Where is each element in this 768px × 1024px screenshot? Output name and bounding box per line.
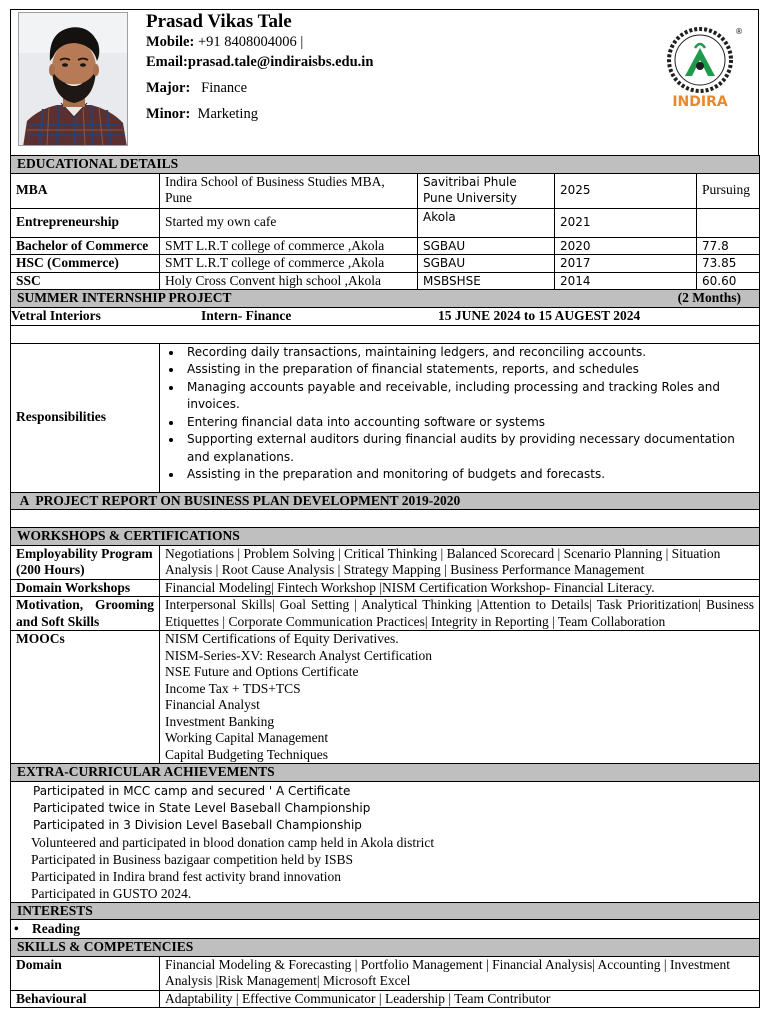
employability-label: Employability Program (200 Hours) — [11, 545, 160, 579]
achievement-item: Participated in Indira brand fest activity brand innovation — [31, 868, 342, 884]
edu-institute: SMT L.R.T college of commerce ,Akola — [160, 237, 418, 255]
indira-logo — [657, 26, 743, 110]
edu-score — [697, 208, 760, 237]
education-row — [11, 237, 760, 255]
edu-board: SGBAU — [418, 255, 555, 273]
edu-degree: Entrepreneurship — [11, 208, 160, 237]
edu-board: Akola — [418, 208, 555, 237]
edu-year: 2020 — [555, 237, 697, 255]
responsibility-item: • Managing accounts payable and receivable, including processing and tracking Roles and invoices. — [183, 379, 754, 414]
edu-institute: Started my own cafe — [160, 208, 418, 237]
mooc-item: Financial Analyst — [165, 697, 260, 712]
achievement-item: Participated in 3 Division Level Baseball Championship — [33, 817, 362, 832]
moocs-list — [160, 631, 760, 764]
interest-item — [14, 920, 754, 938]
edu-board: MSBSHSE — [418, 272, 555, 290]
edu-institute: Indira School of Business Studies MBA, Pune — [160, 173, 418, 208]
moocs-label: MOOCs — [11, 631, 160, 764]
achievement-item: Participated in GUSTO 2024. — [31, 885, 192, 901]
internship-role: Intern- Finance — [201, 307, 292, 323]
motivation-text: Interpersonal Skills| Goal Setting | Analytical Thinking |Attention to Details| Task Prioritization| Business Etiquettes | Corporate Communication Practices| Integrity in Reporting | Team Collaboration — [160, 597, 760, 631]
internship-details-row — [11, 307, 760, 325]
mobile-value: +91 8408004006 | — [194, 34, 304, 50]
employability-text: Negotiations | Problem Solving | Critical Thinking | Balanced Scorecard | Scenario Planning | Situation Analysis | Root Cause Analysis | Strategy Mapping | Business Performance Management — [160, 545, 760, 579]
responsibility-item: • Supporting external auditors during financial audits by providing necessary documentation and explanations. — [183, 431, 754, 466]
edu-board: Savitribai Phule Pune University — [418, 173, 555, 208]
edu-institute: SMT L.R.T college of commerce ,Akola — [160, 255, 418, 273]
achievements-list — [11, 781, 760, 902]
section-extra-curricular: EXTRA-CURRICULAR ACHIEVEMENTS — [11, 764, 760, 782]
education-row — [11, 208, 760, 237]
profile-photo-image — [19, 13, 128, 146]
edu-degree: HSC (Commerce) — [11, 255, 160, 273]
edu-score: Pursuing — [697, 173, 760, 208]
indira-logo-emblem — [657, 26, 743, 110]
domain-workshops-text: Financial Modeling| Fintech Workshop |NISM Certification Workshop- Financial Literacy. — [160, 579, 760, 597]
mooc-item: NSE Future and Options Certificate — [165, 664, 359, 679]
section-workshops-certifications: WORKSHOPS & CERTIFICATIONS — [11, 528, 760, 546]
responsibility-item: • Recording daily transactions, maintaining ledgers, and reconciling accounts. — [183, 344, 754, 362]
edu-degree: SSC — [11, 272, 160, 290]
internship-company: Vetral Interiors — [11, 307, 101, 323]
minor-line — [146, 106, 258, 123]
mooc-item: Investment Banking — [165, 713, 275, 729]
section-project-report: A PROJECT REPORT ON BUSINESS PLAN DEVELOPMENT 2019-2020 — [11, 492, 760, 510]
achievement-item: Participated in Business bazigaar competition held by ISBS — [31, 851, 354, 867]
section-skills-competencies: SKILLS & COMPETENCIES — [11, 939, 760, 957]
minor-label: Minor: — [146, 106, 191, 122]
email-line: Email:prasad.tale@indiraisbs.edu.in — [146, 54, 374, 70]
edu-year: 2014 — [555, 272, 697, 290]
logo-registered-mark: ® — [735, 27, 743, 36]
bullet-icon: • — [14, 921, 19, 936]
edu-year: 2021 — [555, 208, 697, 237]
mooc-item: NISM-Series-XV: Research Analyst Certification — [165, 647, 433, 663]
edu-board: SGBAU — [418, 237, 555, 255]
internship-details — [11, 308, 759, 325]
major-value: Finance — [201, 80, 248, 96]
internship-title: SUMMER INTERNSHIP PROJECT — [17, 290, 232, 305]
mooc-item: Capital Budgeting Techniques — [165, 746, 329, 762]
achievement-item: Participated in MCC camp and secured ' A Certificate — [33, 783, 351, 798]
major-line — [146, 80, 247, 97]
skills-behavioural-label: Behavioural — [11, 990, 160, 1008]
edu-score: 73.85 — [697, 255, 760, 273]
edu-score: 77.8 — [697, 237, 760, 255]
responsibilities-label: Responsibilities — [11, 343, 160, 492]
domain-workshops-label: Domain Workshops — [11, 579, 160, 597]
mobile-line — [146, 34, 303, 51]
education-row — [11, 173, 760, 208]
resume-table — [10, 155, 760, 1008]
responsibility-item: • Assisting in the preparation and monitoring of budgets and forecasts. — [183, 466, 754, 484]
edu-degree: Bachelor of Commerce — [11, 237, 160, 255]
internship-dates: 15 JUNE 2024 to 15 AUGEST 2024 — [438, 307, 641, 323]
skills-behavioural-text: Adaptability | Effective Communicator | Leadership | Team Contributor — [160, 990, 760, 1008]
interests-list — [11, 920, 760, 939]
mooc-item: NISM Certifications of Equity Derivatives. — [165, 631, 399, 646]
mobile-label: Mobile: — [146, 34, 195, 50]
profile-photo — [18, 12, 128, 146]
education-row — [11, 272, 760, 290]
achievement-item: Volunteered and participated in blood donation camp held in Akola district — [31, 834, 435, 850]
mooc-item: Income Tax + TDS+TCS — [165, 680, 301, 696]
minor-value: Marketing — [197, 106, 258, 122]
section-summer-internship — [11, 290, 760, 308]
edu-year: 2025 — [555, 173, 697, 208]
section-educational-details: EDUCATIONAL DETAILS — [11, 156, 760, 174]
logo-wordmark: INDIRA — [672, 94, 728, 110]
responsibilities-list — [165, 344, 754, 484]
candidate-name: Prasad Vikas Tale — [146, 11, 292, 32]
edu-degree: MBA — [11, 173, 160, 208]
edu-year: 2017 — [555, 255, 697, 273]
mooc-item: Working Capital Management — [165, 730, 329, 745]
major-label: Major: — [146, 80, 191, 96]
skills-domain-label: Domain — [11, 956, 160, 990]
motivation-label: Motivation, Grooming and Soft Skills — [11, 597, 160, 631]
responsibilities-cell — [160, 343, 760, 492]
interest-label: Reading — [32, 921, 81, 936]
edu-score: 60.60 — [697, 272, 760, 290]
responsibility-item: • Entering financial data into accounting software or systems — [183, 414, 754, 432]
education-row — [11, 255, 760, 273]
section-interests: INTERESTS — [11, 902, 760, 920]
skills-domain-text: Financial Modeling & Forecasting | Portfolio Management | Financial Analysis| Accounting | Investment Analysis |Risk Management| Microsoft Excel — [160, 956, 760, 990]
responsibility-item: • Assisting in the preparation of financial statements, reports, and schedules — [183, 361, 754, 379]
blank-row — [11, 325, 760, 343]
achievement-item: Participated twice in State Level Baseball Championship — [33, 800, 371, 815]
internship-duration: (2 Months) — [677, 290, 742, 305]
edu-institute: Holy Cross Convent high school ,Akola — [160, 272, 418, 290]
blank-row — [11, 510, 760, 528]
